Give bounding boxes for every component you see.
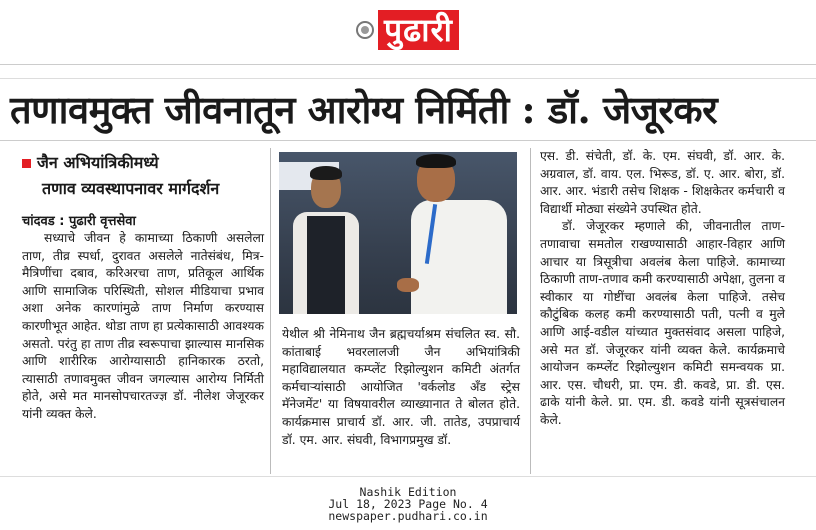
masthead <box>0 0 816 64</box>
footer-date: Jul 18, 2023 Page No. 4 <box>328 497 488 511</box>
column-divider <box>270 148 271 474</box>
person-left-hair <box>310 166 342 180</box>
emblem-icon <box>356 21 374 39</box>
person-right-hair <box>416 154 456 168</box>
bullet-marker <box>22 159 31 168</box>
person-right-hand <box>397 278 419 292</box>
byline: चांदवड : पुढारी वृत्तसेवा <box>22 214 136 229</box>
footer-url: newspaper.pudhari.co.in <box>328 509 488 523</box>
masthead-divider <box>0 64 816 65</box>
column3-paragraph-1: एस. डी. संचेती, डॉ. के. एम. संघवी, डॉ. आर. के. अग्रवाल, डॉ. वाय. एल. भिरूड, डॉ. ए. आर. बोरा, डॉ. आर. आर. भंडारी तसेच शिक्षक - शिक्षकेतर कर्मचारी व विद्यार्थी मोठ्या संख्येने उपस्थित होते. <box>540 149 785 216</box>
subheadline <box>22 150 262 202</box>
newspaper-logo <box>356 10 459 50</box>
footer-edition: Nashik Edition <box>359 485 457 499</box>
article-column-2: येथील श्री नेमिनाथ जैन ब्रह्मचर्याश्रम संचलित स्व. सौ. कांताबाई भवरलालजी जैन अभियांत्रिकी महाविद्यालयात कम्प्लेंट रिझोल्युशन कमिटी अंतर्गत कर्मचाऱ्यांसाठी आयोजित 'वर्कलोड अँड स्ट्रेस मॅनेजमेंट' या विषयावरील व्याख्यानात ते बोलत होते. कार्यक्रमास प्राचार्य डॉ. आर. जी. तातेड, उपप्राचार्य डॉ. एम. आर. संघवी, विभागप्रमुख डॉ. <box>282 327 520 447</box>
footer-rule <box>0 476 816 477</box>
article-photo <box>279 152 517 314</box>
column-divider <box>530 148 531 474</box>
headline-top-rule <box>0 78 816 79</box>
article-column-3 <box>540 148 785 430</box>
subheadline-line1: जैन अभियांत्रिकीमध्ये <box>37 153 159 172</box>
column3-paragraph-2: डॉ. जेजूरकर म्हणाले की, जीवनातील ताण-तणावाचा समतोल राखण्यासाठी आहार-विहार आणि आचार या त्रिसूत्रीचा अवलंब केला पाहिजे. कामाच्या ठिकाणी ताण-तणाव कमी करण्यासाठी अपेक्षा, तुलना व स्वीकार या गोष्टींचा अवलंब केला पाहिजे. तसेच कौटुंबिक कलह कमी करण्यासाठी पती, पत्नी व मुले आणि आई-वडील यांच्यात मुक्तसंवाद असला पाहिजे, असे मत डॉ. जेजूरकर यांनी व्यक्त केले. कार्यक्रमाचे आयोजन कम्प्लेंट रिझोल्युशन कमिटी समन्वयक प्रा. आर. एस. चौधरी, प्रा. एम. डी. कवडे, प्रा. डी. एस. ढाके यांनी केले. प्रा. एम. डी. कवडे यांनी सूत्रसंचालन केले. <box>540 219 785 427</box>
article-column-1: सध्याचे जीवन हे कामाच्या ठिकाणी असलेला ताण, तीव्र स्पर्धा, दुरावत असलेले नातेसंबंध, मित्र-मैत्रिणींचा दबाव, करिअरचा ताण, प्रतिकूल आर्थिक आणि सामाजिक परिस्थिती, सोशल मीडियाचा प्रभाव अशा अनेक कारणांमुळे ताण निर्माण करण्यास कारणीभूत आहेत. थोडा ताण हा प्रत्येकासाठी आवश्यक असतो. परंतु हा ताण तीव्र स्वरूपाचा झाल्यास मानसिक आणि शारीरिक आरोग्यासाठी हानिकारक ठरतो, त्यासाठी तणावमुक्त जीवन जगल्यास आरोग्य निर्मिती होते, असे मत मानसोपचारतज्ज्ञ डॉ. नीलेश जेजूरकर यांनी व्यक्त केले. <box>22 231 264 421</box>
subheadline-line2: तणाव व्यवस्थापनावर मार्गदर्शन <box>42 179 220 198</box>
person-left-vest <box>307 216 345 314</box>
headline-bottom-rule <box>0 140 816 141</box>
headline: तणावमुक्त जीवनातून आरोग्य निर्मिती : डॉ. जेजूरकर <box>10 87 718 132</box>
logo-text: पुढारी <box>378 10 459 50</box>
page-footer <box>0 486 816 522</box>
